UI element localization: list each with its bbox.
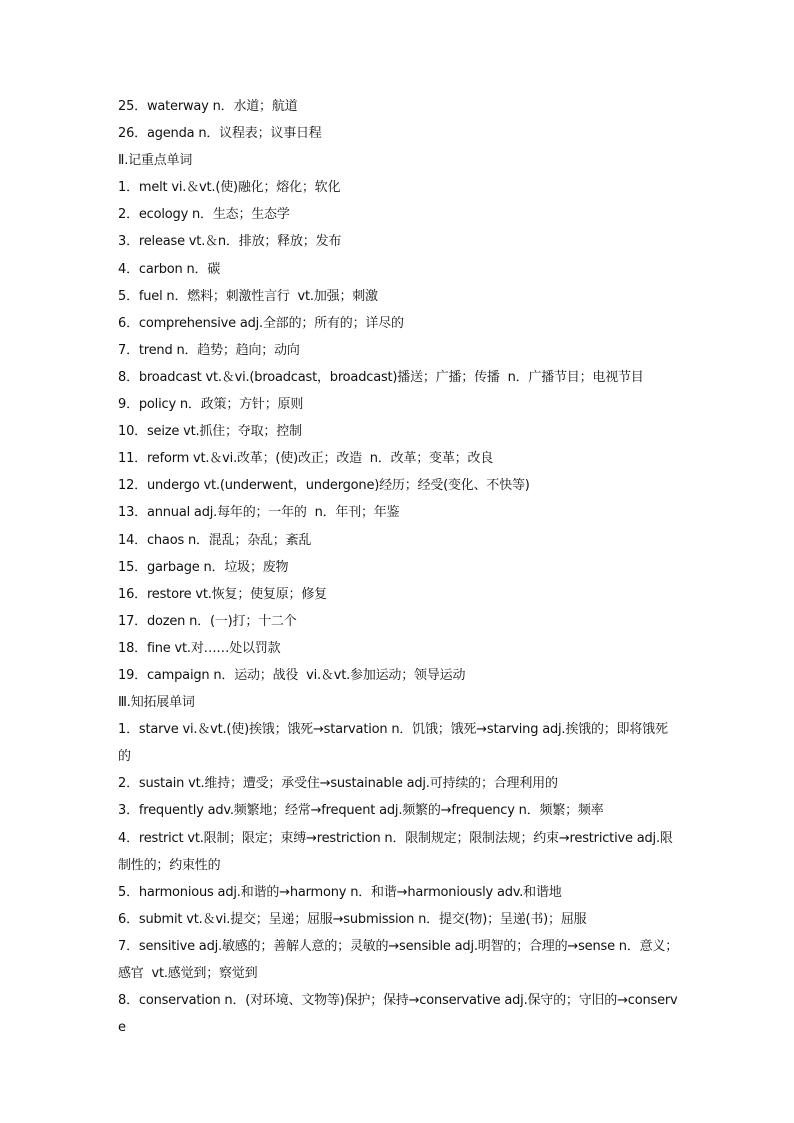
text-line: 11．reform vt.＆vi.改革；(使)改正；改造 n．改革；变革；改良 <box>118 451 494 467</box>
text-line: 2．ecology n．生态；生态学 <box>118 207 290 223</box>
text-line: 12．undergo vt.(underwent，undergone)经历；经受(变化、不快等) <box>118 478 530 494</box>
text-line: 4．carbon n．碳 <box>118 261 221 277</box>
text-line: 5．fuel n．燃料；刺激性言行 vt.加强；刺激 <box>118 288 378 304</box>
text-line: 4．restrict vt.限制；限定；束缚→restriction n．限制规定；限制法规；约束→restrictive adj.限 <box>118 830 673 846</box>
text-line: 6．submit vt.＆vi.提交；呈递；屈服→submission n．提交(物)；呈递(书)；屈服 <box>118 911 587 927</box>
document-page <box>118 93 684 1041</box>
text-line: 8．broadcast vt.＆vi.(broadcast，broadcast)播送；广播；传播 n．广播节目；电视节目 <box>118 369 644 385</box>
text-line: 10．seize vt.抓住；夺取；控制 <box>118 424 302 440</box>
text-line: 18．fine vt.对……处以罚款 <box>118 640 281 656</box>
text-line: 1．melt vi.＆vt.(使)融化；熔化；软化 <box>118 180 341 196</box>
text-line: 15．garbage n．垃圾；废物 <box>118 559 289 575</box>
text-line: 感官 vt.感觉到；察觉到 <box>118 966 258 981</box>
text-line: 的 <box>118 749 131 765</box>
text-line: 6．comprehensive adj.全部的；所有的；详尽的 <box>118 315 404 331</box>
text-line: 7．trend n．趋势；趋向；动向 <box>118 342 300 358</box>
text-line: 5．harmonious adj.和谐的→harmony n．和谐→harmoniously adv.和谐地 <box>118 884 562 900</box>
text-line: 14．chaos n．混乱；杂乱；紊乱 <box>118 532 312 548</box>
text-line: 3．release vt.＆n．排放；释放；发布 <box>118 234 342 250</box>
text-line: 2．sustain vt.维持；遭受；承受住→sustainable adj.可持续的；合理利用的 <box>118 776 558 792</box>
text-line: 13．annual adj.每年的；一年的 n．年刊；年鉴 <box>118 505 400 521</box>
text-line: 1．starve vi.＆vt.(使)挨饿；饿死→starvation n．饥饿；饿死→starving adj.挨饿的；即将饿死 <box>118 722 668 738</box>
text-line: 16．restore vt.恢复；使复原；修复 <box>118 586 327 602</box>
text-line: 3．frequently adv.频繁地；经常→frequent adj.频繁的→frequency n．频繁；频率 <box>118 803 604 819</box>
text-line: 19．campaign n．运动；战役 vi.＆vt.参加运动；领导运动 <box>118 667 466 683</box>
text-line: 制性的；约束性的 <box>118 857 221 873</box>
text-line: 8．conservation n．(对环境、文物等)保护；保持→conservative adj.保守的；守旧的→conserve <box>118 993 678 1036</box>
text-line: 9．policy n．政策；方针；原则 <box>118 397 304 413</box>
section-heading: Ⅲ.知拓展单词 <box>118 695 195 711</box>
text-line: 25．waterway n．水道；航道 <box>118 99 298 114</box>
text-line: 26．agenda n．议程表；议事日程 <box>118 126 322 142</box>
section-heading: Ⅱ.记重点单词 <box>118 153 193 169</box>
text-line: 17．dozen n．(一)打；十二个 <box>118 613 297 629</box>
text-line: 7．sensitive adj.敏感的；善解人意的；灵敏的→sensible adj.明智的；合理的→sense n．意义； <box>118 938 679 954</box>
